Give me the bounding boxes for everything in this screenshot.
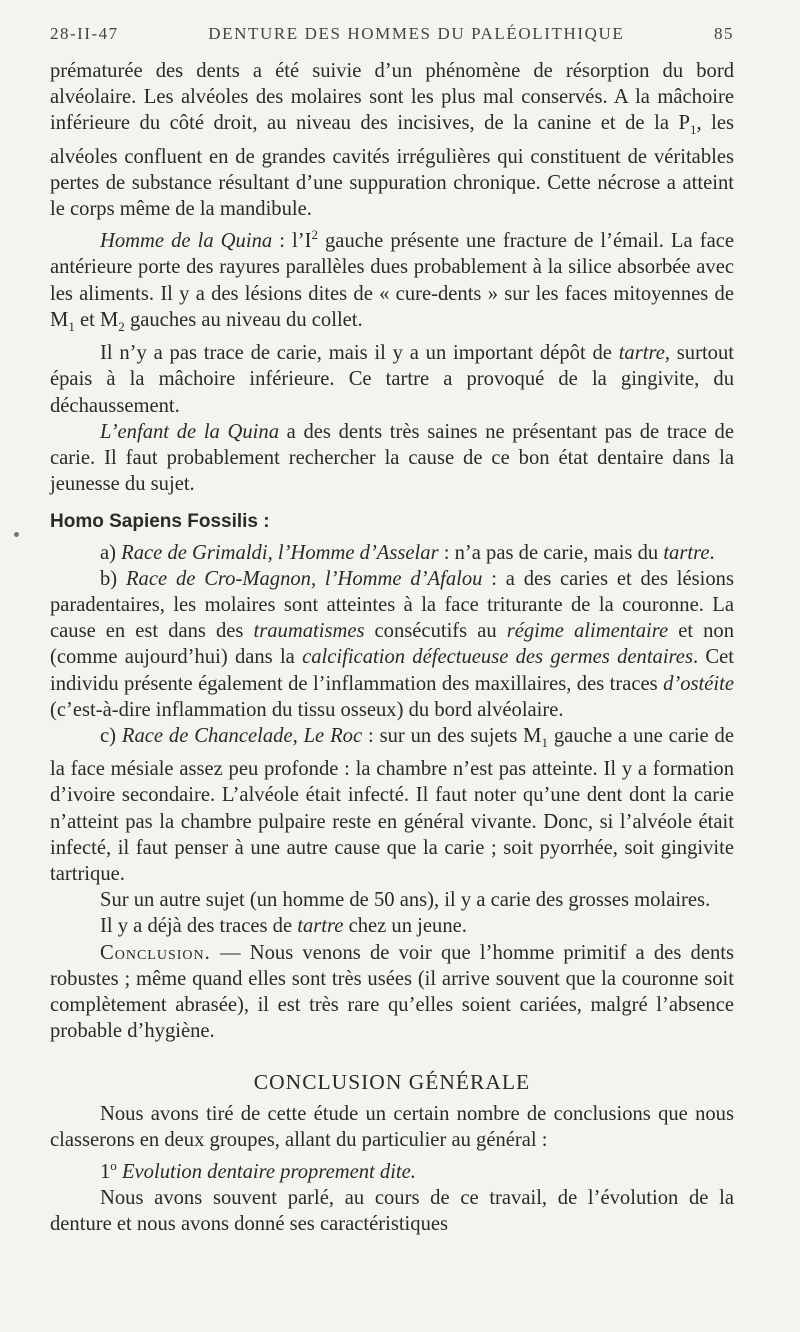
- paragraph-tartre: Il n’y a pas trace de carie, mais il y a un important dépôt de tartre, surtout épais à la mâchoire inférieure. Ce tartre a provoqué de la gingivite, du déchaussement.: [50, 342, 734, 417]
- section-heading-homo-sapiens: Homo Sapiens Fossilis :: [50, 511, 270, 533]
- page-number: 85: [713, 24, 734, 43]
- header-title: DENTURE DES HOMMES DU PALÉOLITHIQUE: [208, 24, 625, 43]
- paragraph-conclusions-intro: Nous avons tiré de cette étude un certain nombre de conclusions que nous classerons en deux groupes, allant du particulier au général :: [50, 1102, 734, 1151]
- paragraph-enfant-quina: L’enfant de la Quina a des dents très saines ne présentant pas de trace de carie. Il faut probablement rechercher la cause de ce bon état dentaire dans la jeunesse du sujet.: [50, 420, 734, 496]
- body-text: [50, 58, 734, 1238]
- running-header: [50, 24, 734, 44]
- paragraph-tartre-jeune: Il y a déjà des traces de tartre chez un jeune.: [100, 915, 467, 938]
- paragraph-homme-quina: Homme de la Quina : $l’I^2$ gauche présente une fracture de l’émail. La face antérieure porte des rayures parallèles dues probablement à la silice absorbée avec les aliments. Il y a des lésions dites de « cure-dents » sur les faces mitoyennes de $M_1$ et $M_2$ gauches au niveau du collet.: [50, 227, 734, 334]
- paragraph-evolution: Nous avons souvent parlé, au cours de ce travail, de l’évolution de la denture et nous avons donné ses caractéristiques: [50, 1187, 734, 1236]
- paragraph-autre-sujet: Sur un autre sujet (un homme de 50 ans), il y a carie des grosses molaires.: [100, 889, 711, 912]
- header-date: 28-II-47: [50, 24, 119, 43]
- margin-dot: [14, 532, 19, 537]
- subheading-evolution-dentaire: 1$^o$ Evolution dentaire proprement dite.: [100, 1158, 416, 1183]
- item-a-grimaldi: a) Race de Grimaldi, l’Homme d’Asselar : n’a pas de carie, mais du tartre.: [100, 541, 715, 564]
- section-title-conclusion-generale: CONCLUSION GÉNÉRALE: [253, 1069, 531, 1094]
- item-c-chancelade: c) Race de Chancelade, Le Roc : sur un des sujets $M_1$ gauche a une carie de la face mésiale assez peu profonde : la chambre n’est pas atteinte. Il y a formation d’ivoire secondaire. L’alvéole était infecté. Il faut noter qu’une dent dont la carie n’atteint pas la chambre pulpaire reste en général vivante. Donc, si l’alvéole était infecté, il faut penser à une autre cause que la carie ; soit pyorrhée, soit gingivite tartrique.: [50, 724, 734, 886]
- item-b-cro-magnon: b) Race de Cro-Magnon, l’Homme d’Afalou : a des caries et des lésions paradentaires, les molaires sont atteintes à la face triturante de la couronne. La cause en est dans des traumatismes consécutifs au régime alimentaire et non (comme aujourd’hui) dans la calcification défectueuse des germes dentaires. Cet individu présente également de l’inflammation des maxillaires, des traces d’ostéite (c’est-à-dire inflammation du tissu osseux) du bord alvéolaire.: [50, 567, 734, 721]
- paragraph-resorption: prématurée des dents a été suivie d’un phénomène de résorption du bord alvéolaire. Les alvéoles des molaires sont les plus mal conservés. A la mâchoire inférieure du côté droit, au niveau des incisives, de la canine et de la $P_1$, les alvéoles confluent en de grandes cavités irrégulières qui constituent de véritables pertes de substance résultant d’une suppuration chronique. Cette nécrose a atteint le corps même de la mandibule.: [50, 60, 734, 221]
- paragraph-conclusion: Conclusion. — Nous venons de voir que l’homme primitif a des dents robustes ; même quand elles sont très usées (il arrive souvent que la couronne soit complètement abrasée), il est très rare qu’elles soient cariées, malgré l’absence probable d’hygiène.: [50, 941, 734, 1043]
